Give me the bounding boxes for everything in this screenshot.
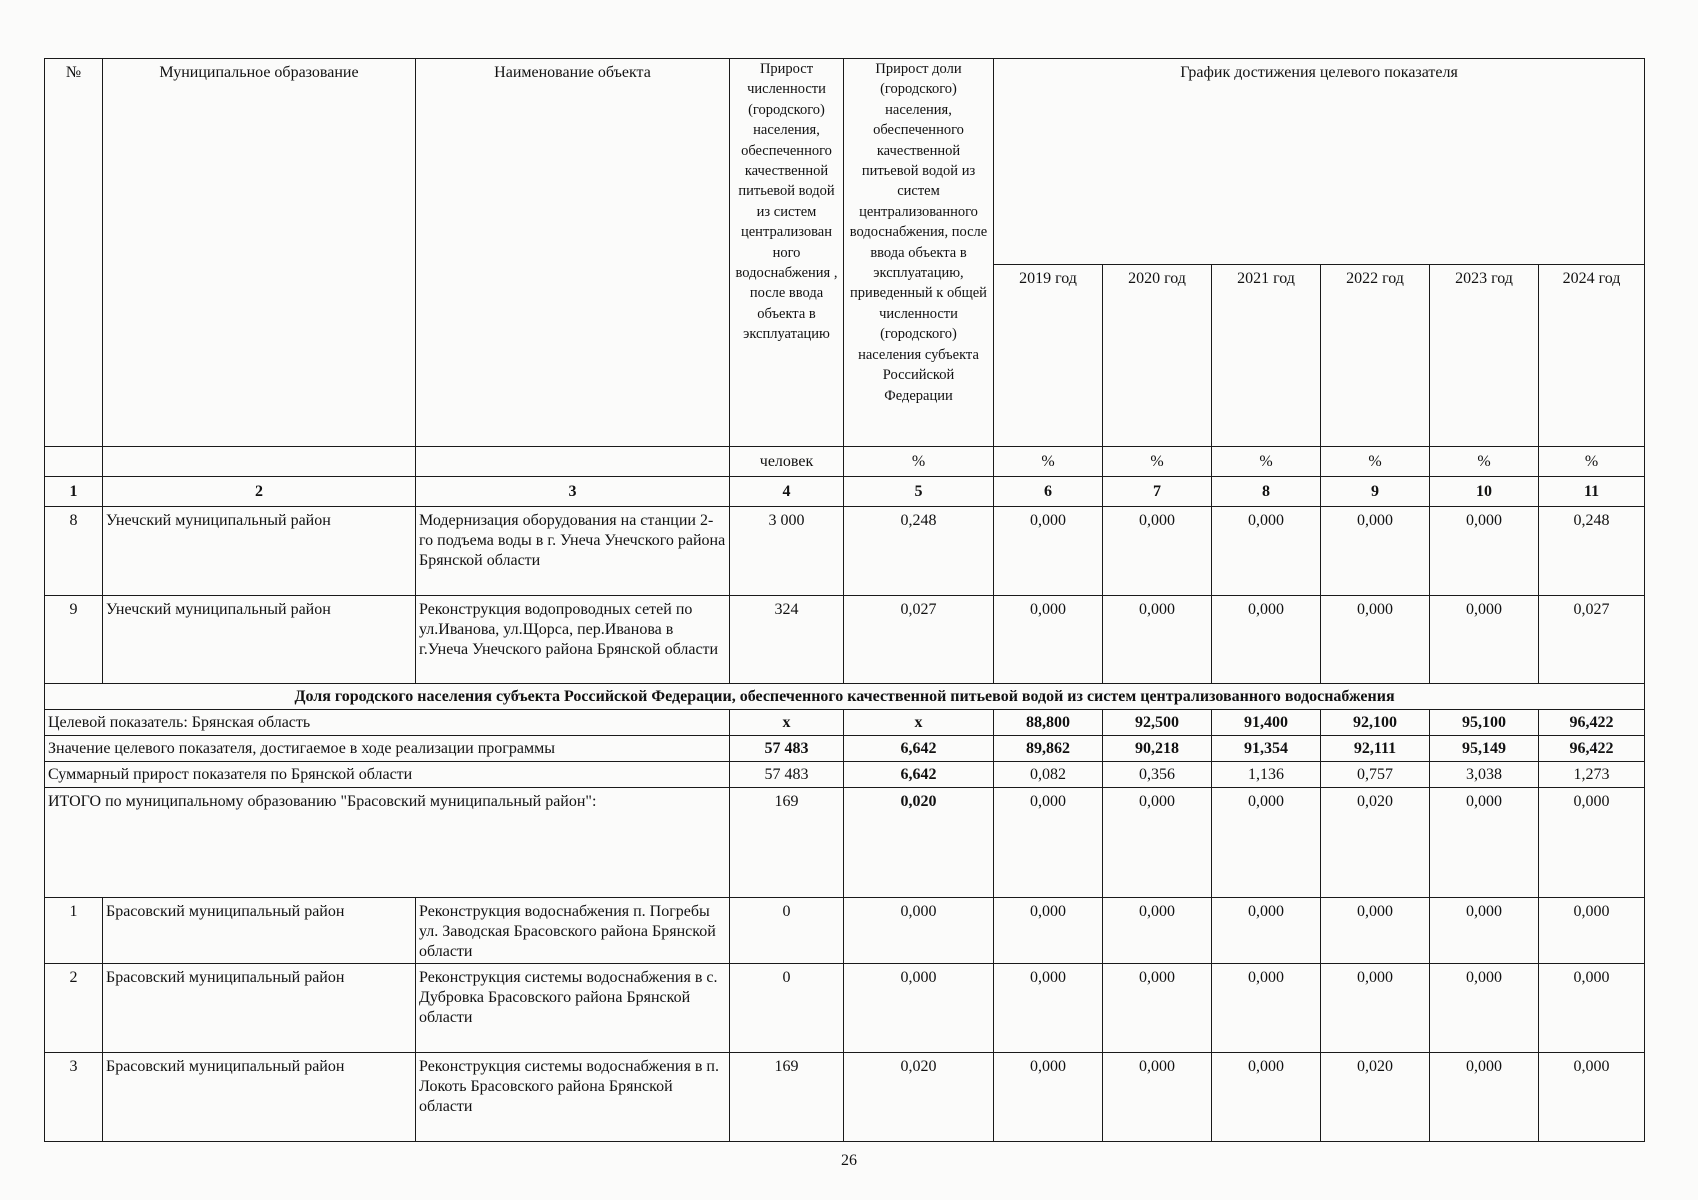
- summary-year-value: 0,082: [994, 762, 1103, 788]
- header-year: 2023 год: [1430, 265, 1539, 447]
- row-object: Модернизация оборудования на станции 2-го подъема воды в г. Унеча Унечского района Брянской области: [416, 507, 730, 596]
- row-municipality: Унечский муниципальный район: [103, 507, 416, 596]
- column-number: 7: [1103, 477, 1212, 507]
- summary-year-value: 95,100: [1430, 710, 1539, 736]
- header-number: №: [45, 59, 103, 447]
- row-municipality: Брасовский муниципальный район: [103, 964, 416, 1053]
- table-row: [45, 898, 1645, 964]
- unit-percent: %: [994, 447, 1103, 477]
- row-share: 0,248: [844, 507, 994, 596]
- column-number: 8: [1212, 477, 1321, 507]
- row-year-value: 0,000: [1103, 964, 1212, 1053]
- row-object: Реконструкция водоснабжения п. Погребы ул. Заводская Брасовского района Брянской области: [416, 898, 730, 964]
- row-year-value: 0,000: [1212, 596, 1321, 684]
- summary-row: [45, 736, 1645, 762]
- row-year-value: 0,000: [1103, 596, 1212, 684]
- row-year-value: 0,000: [1539, 964, 1645, 1053]
- summary-year-value: 89,862: [994, 736, 1103, 762]
- row-municipality: Брасовский муниципальный район: [103, 1053, 416, 1142]
- summary-people: 169: [730, 788, 844, 898]
- row-year-value: 0,000: [1103, 1053, 1212, 1142]
- row-number: 8: [45, 507, 103, 596]
- header-year: 2020 год: [1103, 265, 1212, 447]
- column-number: 11: [1539, 477, 1645, 507]
- summary-year-value: 91,354: [1212, 736, 1321, 762]
- page-number: 26: [841, 1152, 857, 1169]
- summary-year-value: 0,757: [1321, 762, 1430, 788]
- row-people: 3 000: [730, 507, 844, 596]
- summary-people: x: [730, 710, 844, 736]
- summary-row: [45, 762, 1645, 788]
- summary-year-value: 0,000: [1539, 788, 1645, 898]
- summary-share: 0,020: [844, 788, 994, 898]
- row-object: Реконструкция системы водоснабжения в п. Локоть Брасовского района Брянской области: [416, 1053, 730, 1142]
- summary-people: 57 483: [730, 762, 844, 788]
- row-year-value: 0,000: [1539, 1053, 1645, 1142]
- row-object: Реконструкция системы водоснабжения в с. Дубровка Брасовского района Брянской области: [416, 964, 730, 1053]
- table-row: [45, 1053, 1645, 1142]
- row-share: 0,000: [844, 898, 994, 964]
- table-row: [45, 596, 1645, 684]
- summary-year-value: 0,020: [1321, 788, 1430, 898]
- summary-share: 6,642: [844, 762, 994, 788]
- column-number: 9: [1321, 477, 1430, 507]
- row-year-value: 0,000: [994, 898, 1103, 964]
- column-number: 3: [416, 477, 730, 507]
- summary-row: [45, 710, 1645, 736]
- row-number: 9: [45, 596, 103, 684]
- row-number: 3: [45, 1053, 103, 1142]
- row-year-value: 0,000: [994, 596, 1103, 684]
- summary-year-value: 0,000: [1430, 788, 1539, 898]
- row-number: 2: [45, 964, 103, 1053]
- row-people: 169: [730, 1053, 844, 1142]
- header-year: 2024 год: [1539, 265, 1645, 447]
- water-supply-table: [44, 58, 1645, 1142]
- row-people: 0: [730, 964, 844, 1053]
- unit-percent: %: [1539, 447, 1645, 477]
- row-year-value: 0,248: [1539, 507, 1645, 596]
- row-share: 0,000: [844, 964, 994, 1053]
- summary-year-value: 92,100: [1321, 710, 1430, 736]
- summary-year-value: 96,422: [1539, 710, 1645, 736]
- row-municipality: Брасовский муниципальный район: [103, 898, 416, 964]
- row-object: Реконструкция водопроводных сетей по ул.Иванова, ул.Щорса, пер.Иванова в г.Унеча Унечского района Брянской области: [416, 596, 730, 684]
- unit-percent: %: [1430, 447, 1539, 477]
- summary-year-value: 92,111: [1321, 736, 1430, 762]
- header-municipality: Муниципальное образование: [103, 59, 416, 447]
- row-share: 0,027: [844, 596, 994, 684]
- row-share: 0,020: [844, 1053, 994, 1142]
- row-year-value: 0,000: [1212, 964, 1321, 1053]
- summary-people: 57 483: [730, 736, 844, 762]
- column-numbers-row: [45, 477, 1645, 507]
- summary-label: Целевой показатель: Брянская область: [45, 710, 730, 736]
- unit-percent: %: [1321, 447, 1430, 477]
- row-year-value: 0,000: [1321, 507, 1430, 596]
- row-people: 0: [730, 898, 844, 964]
- row-year-value: 0,000: [1430, 1053, 1539, 1142]
- table-row: [45, 507, 1645, 596]
- summary-year-value: 0,000: [994, 788, 1103, 898]
- header-share-growth: Прирост доли (городского) населения, обеспеченного качественной питьевой водой из систем централизованного водоснабжения, после ввода объекта в эксплуатацию, приведенный к общей численности (городского) населения субъекта Российской Федерации: [844, 59, 994, 447]
- summary-year-value: 1,136: [1212, 762, 1321, 788]
- summary-share: 6,642: [844, 736, 994, 762]
- column-number: 5: [844, 477, 994, 507]
- summary-year-value: 3,038: [1430, 762, 1539, 788]
- row-year-value: 0,000: [1539, 898, 1645, 964]
- summary-year-value: 96,422: [1539, 736, 1645, 762]
- column-number: 10: [1430, 477, 1539, 507]
- row-year-value: 0,000: [1430, 596, 1539, 684]
- summary-label: ИТОГО по муниципальному образованию "Брасовский муниципальный район":: [45, 788, 730, 898]
- row-year-value: 0,000: [1212, 898, 1321, 964]
- header-year: 2021 год: [1212, 265, 1321, 447]
- row-year-value: 0,000: [1212, 1053, 1321, 1142]
- row-year-value: 0,000: [1430, 898, 1539, 964]
- row-year-value: 0,000: [994, 507, 1103, 596]
- summary-share: x: [844, 710, 994, 736]
- summary-label: Суммарный прирост показателя по Брянской области: [45, 762, 730, 788]
- table-row: [45, 964, 1645, 1053]
- row-year-value: 0,000: [1321, 596, 1430, 684]
- row-year-value: 0,000: [1103, 507, 1212, 596]
- summary-year-value: 92,500: [1103, 710, 1212, 736]
- row-number: 1: [45, 898, 103, 964]
- column-number: 2: [103, 477, 416, 507]
- summary-year-value: 91,400: [1212, 710, 1321, 736]
- units-row: [45, 447, 1645, 477]
- row-year-value: 0,000: [1430, 507, 1539, 596]
- row-year-value: 0,000: [1103, 898, 1212, 964]
- column-number: 1: [45, 477, 103, 507]
- row-people: 324: [730, 596, 844, 684]
- unit-people: человек: [730, 447, 844, 477]
- column-number: 4: [730, 477, 844, 507]
- section-title-row: [45, 684, 1645, 710]
- summary-row: [45, 788, 1645, 898]
- row-year-value: 0,020: [1321, 1053, 1430, 1142]
- header-population-growth: Прирост численности (городского) населения, обеспеченного качественной питьевой водой из систем централизован ного водоснабжения , после ввода объекта в эксплуатацию: [730, 59, 844, 447]
- row-year-value: 0,000: [1212, 507, 1321, 596]
- row-municipality: Унечский муниципальный район: [103, 596, 416, 684]
- row-year-value: 0,000: [1321, 898, 1430, 964]
- section-title: Доля городского населения субъекта Российской Федерации, обеспеченного качественной питьевой водой из систем централизованного водоснабжения: [45, 684, 1645, 710]
- header-schedule: График достижения целевого показателя: [994, 59, 1645, 265]
- row-year-value: 0,000: [1430, 964, 1539, 1053]
- summary-year-value: 0,000: [1212, 788, 1321, 898]
- column-number: 6: [994, 477, 1103, 507]
- summary-label: Значение целевого показателя, достигаемое в ходе реализации программы: [45, 736, 730, 762]
- summary-year-value: 95,149: [1430, 736, 1539, 762]
- summary-year-value: 88,800: [994, 710, 1103, 736]
- header-year: 2019 год: [994, 265, 1103, 447]
- row-year-value: 0,000: [994, 1053, 1103, 1142]
- header-object-name: Наименование объекта: [416, 59, 730, 447]
- unit-percent: %: [1103, 447, 1212, 477]
- unit-percent: %: [844, 447, 994, 477]
- summary-year-value: 1,273: [1539, 762, 1645, 788]
- row-year-value: 0,000: [1321, 964, 1430, 1053]
- row-year-value: 0,000: [994, 964, 1103, 1053]
- row-year-value: 0,027: [1539, 596, 1645, 684]
- header-year: 2022 год: [1321, 265, 1430, 447]
- unit-percent: %: [1212, 447, 1321, 477]
- summary-year-value: 90,218: [1103, 736, 1212, 762]
- summary-year-value: 0,356: [1103, 762, 1212, 788]
- summary-year-value: 0,000: [1103, 788, 1212, 898]
